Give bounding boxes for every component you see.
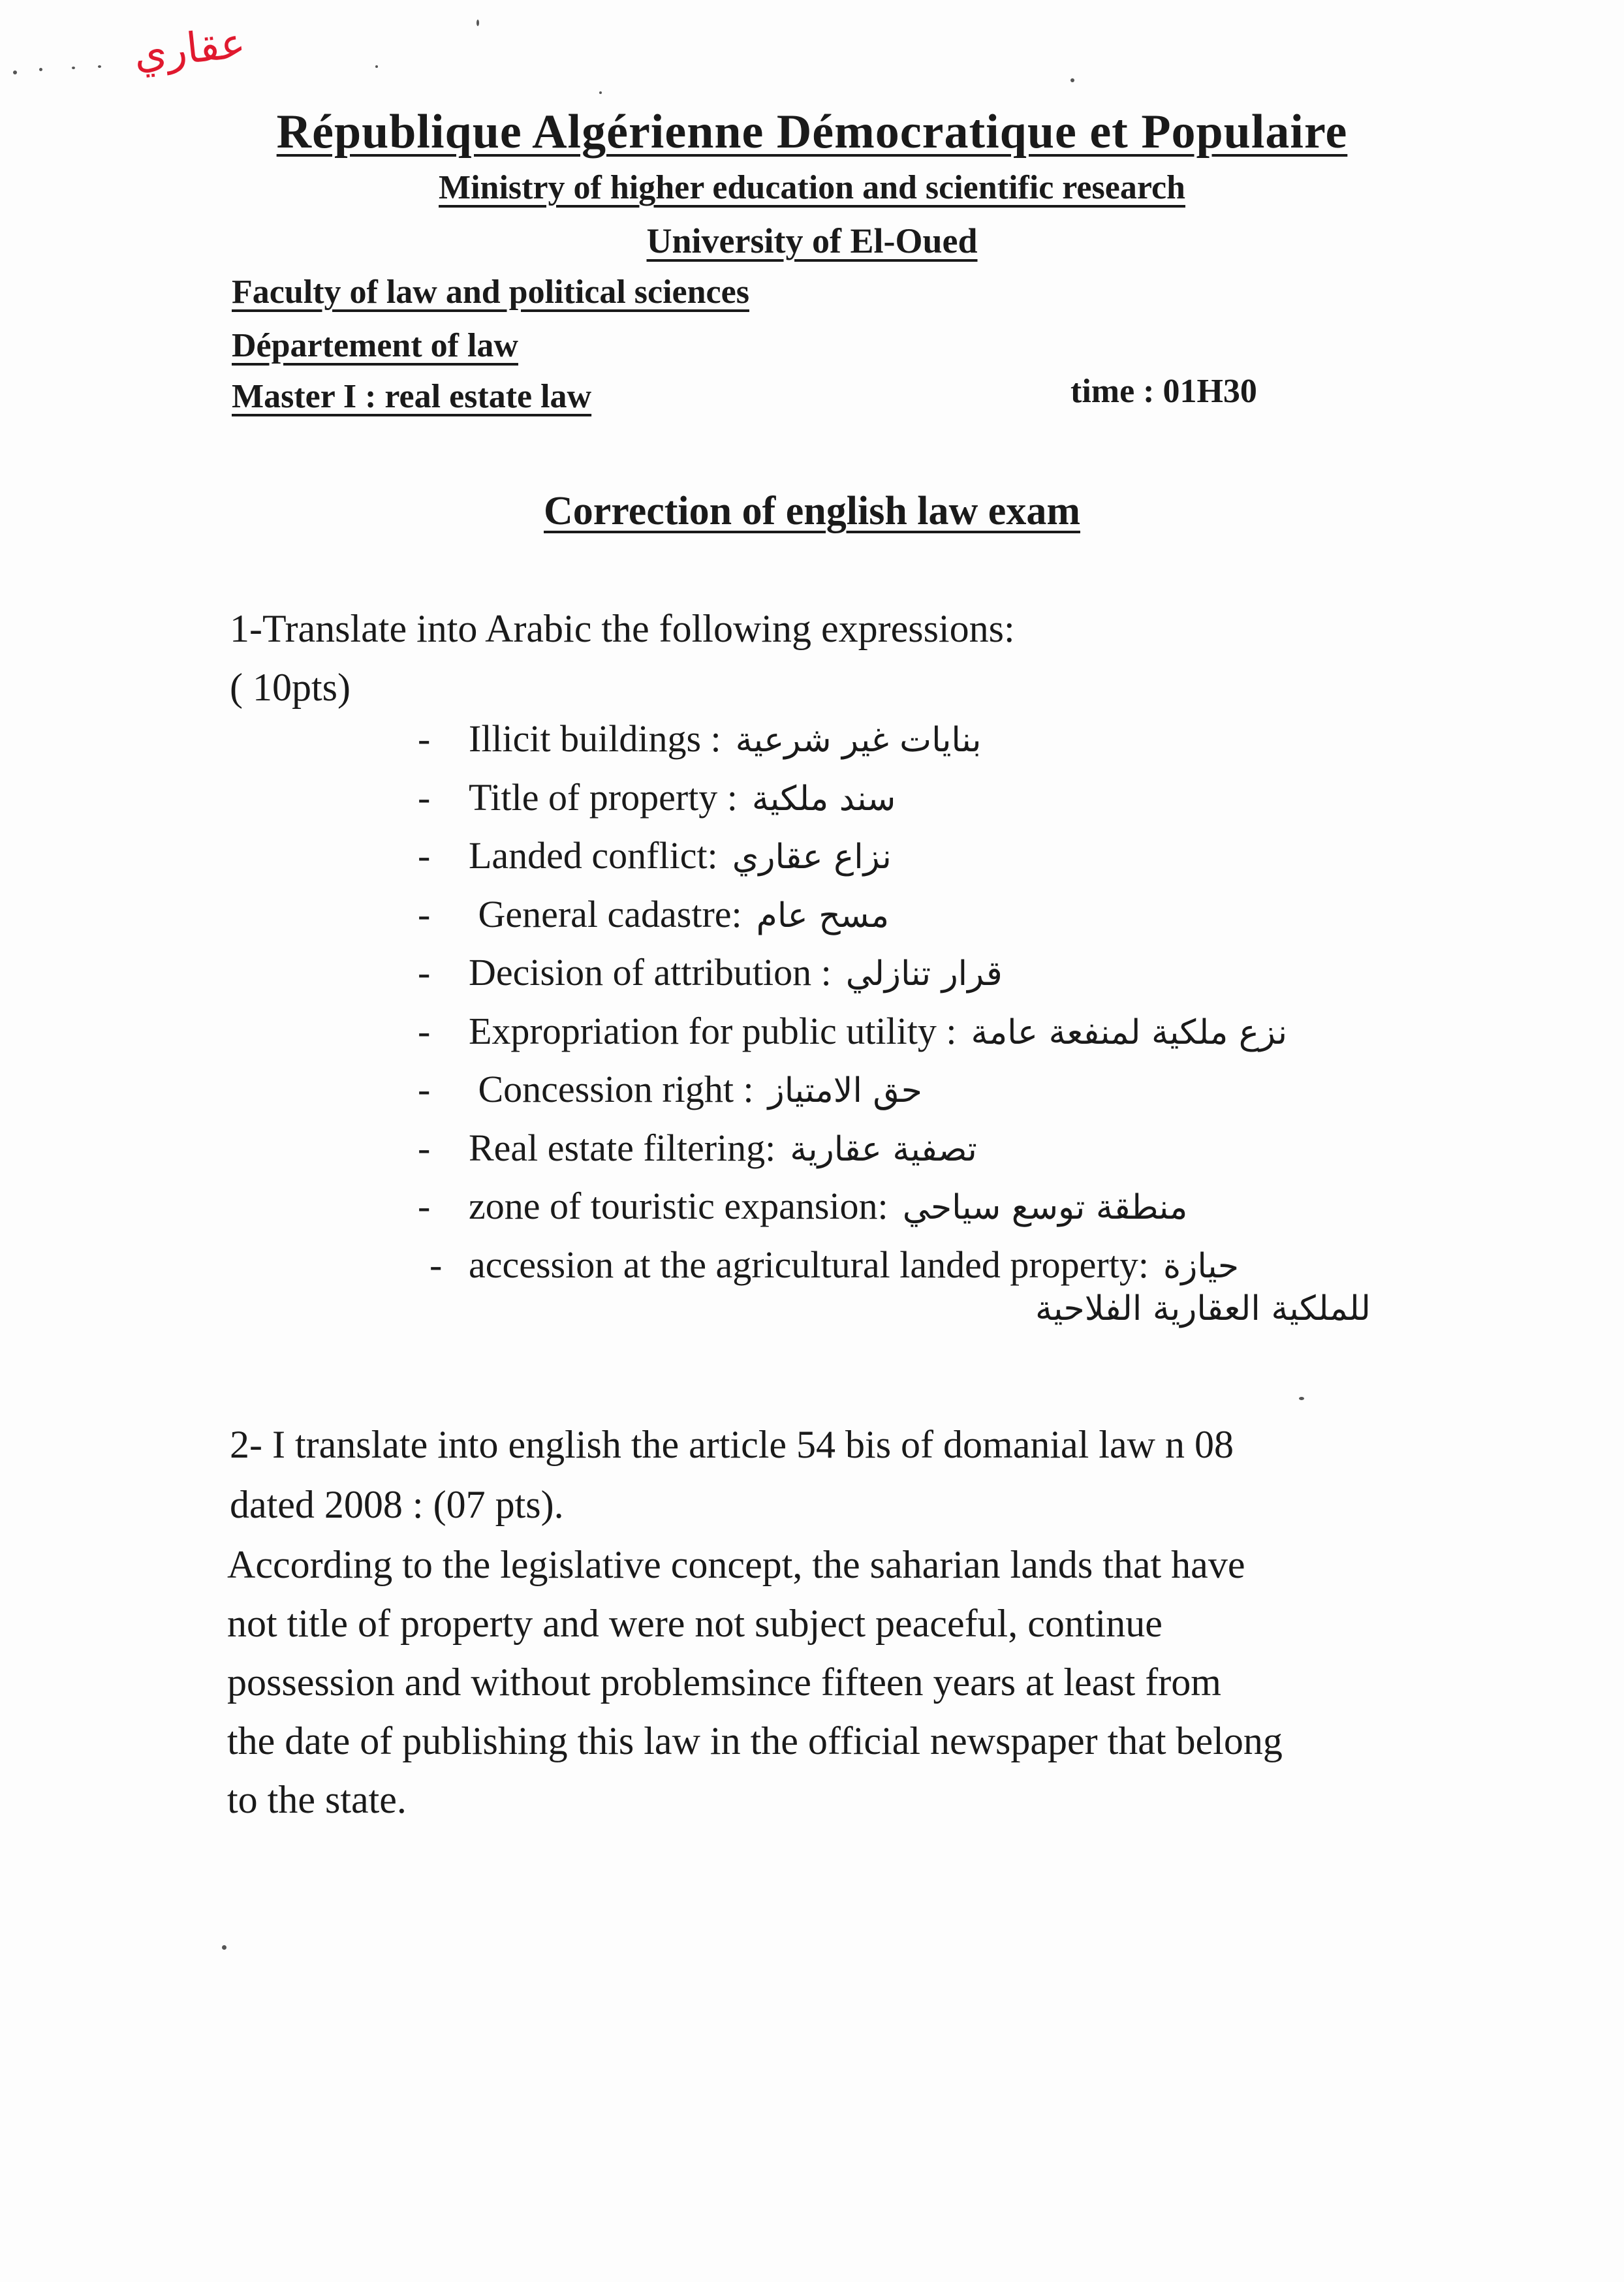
expression-arabic: تصفية عقارية <box>790 1129 977 1169</box>
expression-arabic: منطقة توسع سياحي <box>902 1188 1188 1227</box>
expression-english: Landed conflict: <box>469 834 718 877</box>
header-level: Master I : real estate law <box>232 378 592 415</box>
expression-english: Illicit buildings : <box>469 717 721 760</box>
list-item <box>418 1126 1436 1185</box>
expression-english: Expropriation for public utility : <box>469 1009 957 1052</box>
paragraph-line: not title of property and were not subject peaceful, continue <box>227 1602 1163 1645</box>
expression-arabic-continuation: للملكية العقارية الفلاحية <box>1035 1289 1371 1328</box>
paragraph-line: According to the legislative concept, the saharian lands that have <box>227 1543 1245 1586</box>
expression-english: Title of property : <box>469 775 738 819</box>
list-item <box>418 1009 1436 1068</box>
handwritten-annotation: عقاري <box>131 19 248 79</box>
header-faculty: Faculty of law and political sciences <box>232 274 749 311</box>
bullet-dash: - <box>429 1243 443 1286</box>
expression-list <box>418 717 1436 1301</box>
expression-arabic: سند ملكية <box>751 779 896 819</box>
bullet-dash: - <box>418 892 431 935</box>
expression-arabic: نزاع عقاري <box>732 837 892 877</box>
bullet-dash: - <box>418 834 431 877</box>
question1-prompt: 1-Translate into Arabic the following expressions: <box>230 607 1015 650</box>
bullet-dash: - <box>418 775 431 819</box>
expression-english: General cadastre: <box>469 892 742 935</box>
bullet-dash: - <box>418 1068 431 1110</box>
expression-arabic: مسح عام <box>756 896 890 935</box>
list-item <box>418 1184 1436 1243</box>
expression-english: accession at the agricultural landed property: <box>469 1243 1149 1286</box>
list-item <box>418 775 1436 834</box>
question1-points: ( 10pts) <box>230 666 351 709</box>
paragraph-line: to the state. <box>227 1778 407 1821</box>
expression-english: Real estate filtering: <box>469 1126 776 1169</box>
header-department: Département of law <box>232 327 518 364</box>
list-item <box>418 892 1436 951</box>
header-university: University of El-Oued <box>646 221 978 260</box>
paragraph-line: possession and without problemsince fifteen years at least from <box>227 1661 1221 1704</box>
list-item <box>418 717 1436 775</box>
expression-english: Concession right : <box>469 1068 754 1110</box>
expression-arabic: قرار تنازلي <box>845 954 1003 993</box>
list-item <box>418 834 1436 892</box>
bullet-dash: - <box>418 951 431 993</box>
expression-english: Decision of attribution : <box>469 951 832 993</box>
list-item <box>418 1067 1436 1126</box>
paragraph-line: the date of publishing this law in the official newspaper that belong <box>227 1719 1283 1762</box>
question2-points: dated 2008 : (07 pts). <box>230 1483 564 1526</box>
bullet-dash: - <box>418 1126 431 1169</box>
header-ministry: Ministry of higher education and scientific research <box>439 169 1185 206</box>
bullet-dash: - <box>418 717 431 760</box>
exam-title: Correction of english law exam <box>544 489 1080 533</box>
expression-english: zone of touristic expansion: <box>469 1185 888 1227</box>
exam-duration: time : 01H30 <box>1070 373 1257 410</box>
question2-prompt: 2- I translate into english the article 54 bis of domanial law n 08 <box>230 1423 1234 1466</box>
answer-paragraph <box>227 1535 1428 1829</box>
expression-arabic: حيازة <box>1163 1246 1240 1286</box>
list-item <box>418 950 1436 1009</box>
bullet-dash: - <box>418 1185 431 1227</box>
bullet-dash: - <box>418 1009 431 1052</box>
expression-arabic: نزع ملكية لمنفعة عامة <box>971 1012 1288 1052</box>
expression-arabic: حق الامتياز <box>768 1071 922 1110</box>
expression-arabic: بنايات غير شرعية <box>735 721 982 760</box>
header-republic: République Algérienne Démocratique et Populaire <box>276 105 1348 159</box>
